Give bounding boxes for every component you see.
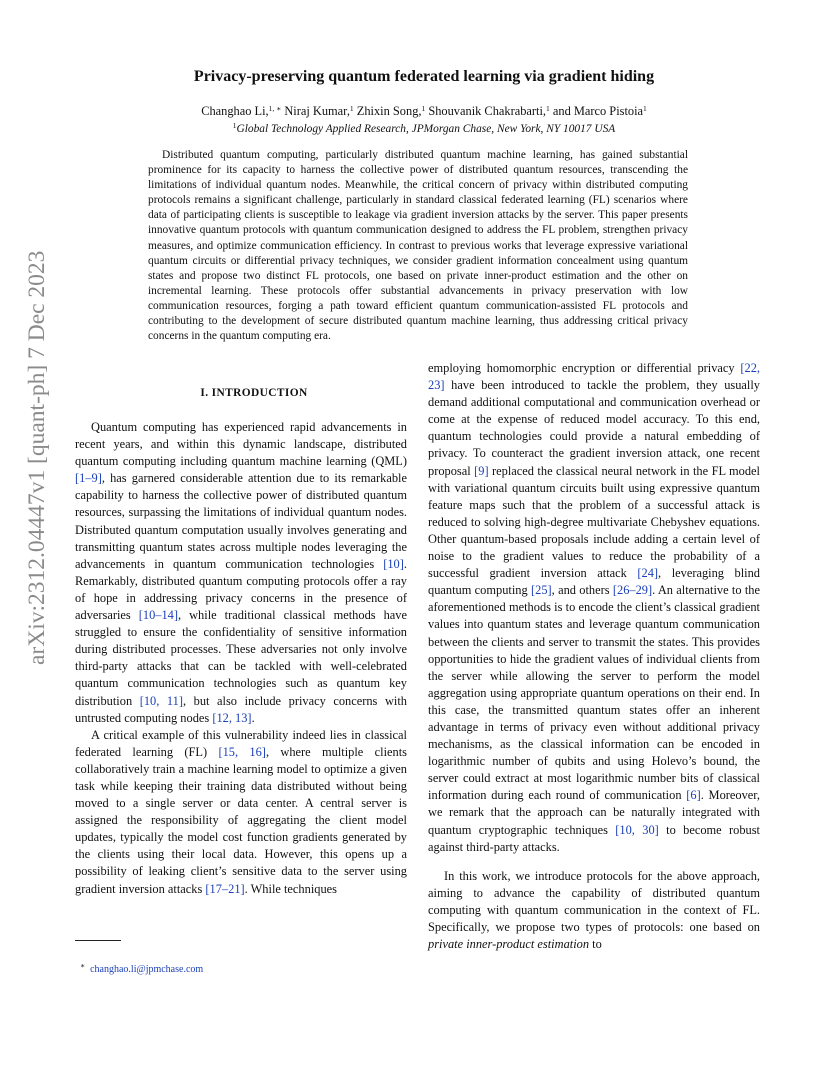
left-column — [75, 419, 407, 898]
paragraph: employing homomorphic encryption or differential privacy [22, 23] have been introduced to tackle the problem, they usually demand additional computational and communication overhead or come at the expense of reduced model accuracy. To this end, quantum technologies could provide a natural embedding of privacy. To counteract the gradient inversion attack, one recent proposal [9] replaced the classical neural network in the FL model with variational quantum circuits built using expressive quantum feature maps such that the problem of a successful attack is reduced to solving high-degree multivariate Chebyshev equations. Other quantum-based proposals include adding a certain level of noise to the gradient values to reduce the probability of a successful gradient inversion attack [24], leveraging blind quantum computing [25], and others [26–29]. An alternative to the aforementioned methods is to encode the client’s classical gradient values into quantum states and leverage quantum communication between the clients and server to transmit the states. This provides opportunities to hide the gradient values of individual clients from the server while allowing the server to perform the model aggregation using appropriate quantum operations on their end. In this case, the transmitted quantum states offer an inherent advantage in terms of privacy even without additional privacy mechanisms, as the classical information can be encoded in logarithmic number of qubits and using Holevo’s bound, the server could extract at most logarithmic number bits of classical information during each round of communication [6]. Moreover, we remark that the approach can be naturally integrated with quantum cryptographic techniques [10, 30] to become robust against third-party attacks. — [428, 361, 761, 854]
author-list — [80, 104, 768, 119]
citation-link[interactable]: [10, 30] — [615, 822, 659, 837]
affiliation-text: Global Technology Applied Research, JPMorgan Chase, New York, NY 10017 USA — [236, 123, 616, 135]
citation-link[interactable]: [12, 13] — [212, 710, 252, 725]
citation-link[interactable]: [17–21] — [205, 881, 245, 896]
author-affiliation-marker: 1 — [546, 104, 550, 113]
citation-link[interactable]: [22, 23] — [428, 361, 760, 393]
affiliation — [80, 123, 768, 135]
citation-link[interactable]: [26–29] — [612, 583, 653, 598]
citation-link[interactable]: [10] — [383, 556, 404, 571]
corresponding-email-link[interactable]: changhao.li@jpmchase.com — [90, 964, 204, 975]
affiliation-marker: 1 — [232, 121, 237, 130]
citation-link[interactable]: [10, 11] — [139, 693, 183, 708]
citation-link[interactable]: [15, 16] — [218, 744, 266, 759]
author-name: Changhao Li, — [201, 104, 269, 118]
citation-link[interactable]: [10–14] — [138, 608, 178, 623]
author-affiliation-marker: 1 — [643, 104, 647, 113]
section-heading-introduction: I. INTRODUCTION — [200, 387, 308, 399]
author-name: Zhixin Song, — [353, 104, 422, 118]
paragraph: In this work, we introduce protocols for the above approach, aiming to advance the capability of distributed quantum computing with quantum communication in the context of FL. Specifically, we propose two types of protocols: one based on private inner-product estimation to — [428, 868, 760, 952]
citation-link[interactable]: [9] — [474, 463, 489, 478]
author-name: and Marco Pistoia — [549, 104, 644, 118]
author-name: Shouvanik Chakrabarti, — [425, 104, 547, 118]
abstract: Distributed quantum computing, particularly distributed quantum machine learning, has gained substantial prominence for its capacity to harness the collective power of distributed quantum resources, transcending the limitations of individual quantum nodes. Meanwhile, the critical concern of privacy within distributed computing protocols remains a significant challenge, particularly in standard classical federated learning (FL) scenarios where data of participating clients is susceptible to leakage via gradient inversion attacks by the server. This paper presents innovative quantum protocols with quantum communication designed to address the FL problem, strengthen privacy measures, and optimize communication efficiency. In contrast to previous works that leverage expressive variational quantum circuits or differential privacy techniques, we consider gradient information concealment using quantum states and propose two distinct FL protocols, one based on private inner-product estimation and the other on incremental learning. These protocols offer substantial advancements in privacy preservation with low communication resources, forging a path toward efficient quantum communication-assisted FL protocols and contributing to the development of secure distributed quantum machine learning, thus addressing critical privacy concerns in the quantum computing era. — [148, 149, 688, 343]
author-affiliation-marker: 1, ∗ — [268, 104, 282, 113]
author-affiliation-marker: 1 — [421, 104, 426, 113]
citation-link[interactable]: [24] — [637, 566, 659, 581]
paper-title: Privacy-preserving quantum federated learning via gradient hiding — [193, 68, 655, 85]
author-affiliation-marker: 1 — [349, 104, 354, 113]
citation-link[interactable]: [1–9] — [75, 471, 102, 486]
citation-link[interactable]: [25] — [531, 583, 552, 598]
emphasis: private inner-product estimation — [428, 937, 590, 952]
paragraph: Quantum computing has experienced rapid advancements in recent years, and within this dynamic landscape, distributed quantum computing including quantum machine learning (QML) [1–9], has garnered considerable attention due to its remarkable capability to harness the collective power of distributed quantum resources, surpassing the limitations of individual quantum nodes. Distributed quantum computation usually involves generating and transmitting quantum states across multiple nodes leveraging the advancements in quantum communication technologies [10]. Remarkably, distributed quantum computing protocols offer a ray of hope in addressing privacy concerns in the presence of adversaries [10–14], while traditional classical methods have struggled to ensure the confidentiality of sensitive information during distributed processes. These adversaries not only involve third-party attacks that can be tackled with well-celebrated quantum communication technologies such as quantum key distribution [10, 11], but also include privacy concerns with untrusted computing nodes [12, 13]. — [75, 420, 407, 725]
arxiv-identifier[interactable]: arXiv:2312.04447v1 [quant-ph] 7 Dec 2023 — [24, 250, 50, 665]
footnote-marker: ∗ — [80, 961, 86, 970]
footnote-rule — [75, 940, 121, 941]
right-column — [428, 360, 760, 953]
paragraph: A critical example of this vulnerability indeed lies in classical federated learning (FL) [15, 16], where multiple clients collaboratively train a machine learning model to optimize a given task while keeping their training data distributed without being moved to a single server or data center. A central server is assigned the responsibility of aggregating the client model updates, typically the model cost function gradients generated by the clients using their local data. However, this opens up a possibility of leaking client’s sensitive data to the server using gradient inversion attacks [17–21]. While techniques — [75, 727, 407, 896]
author-name: Niraj Kumar, — [281, 104, 350, 118]
footnote — [80, 961, 204, 975]
citation-link[interactable]: [6] — [686, 788, 701, 803]
